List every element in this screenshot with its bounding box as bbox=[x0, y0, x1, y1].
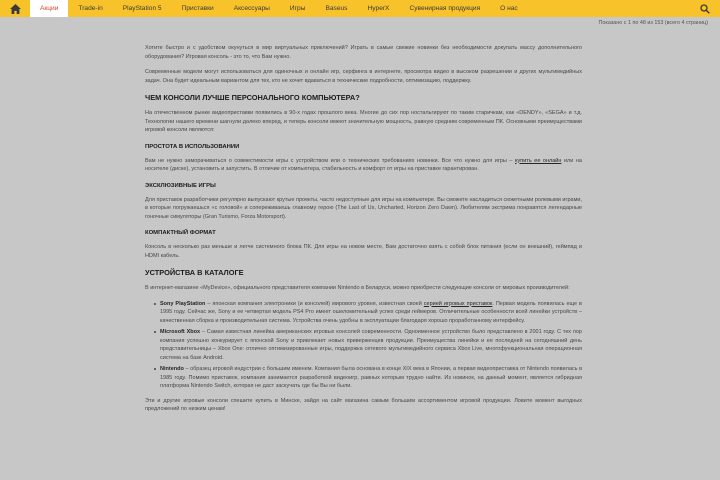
console-series-link[interactable]: серией игровых приставок bbox=[423, 300, 493, 307]
list-item bbox=[154, 328, 582, 362]
nav-item-accessories[interactable]: Аксессуары bbox=[233, 5, 270, 12]
intro-paragraph: Современные модели могут использоваться для одиночных и онлайн игр, серфинга в интернете, просмотра видео в высоком разрешении и других мультимедийных задач. Она будет идеальным вариантом для тех, кто не хочет вдаваться в технические подробности, оптимизацию, поддержку. bbox=[145, 69, 582, 84]
intro-paragraph: Хотите быстро и с удобством окунуться в мир виртуальных приключений? Играть в самые свежие новинки без необходимости докупать массу дополнительного оборудования? Игровая консоль - это то, что Вам нужно. bbox=[145, 45, 582, 60]
pagination-summary: Показано с 1 по 48 из 153 (всего 4 страниц) bbox=[598, 20, 708, 26]
brand-name: Nintendo bbox=[160, 366, 184, 372]
nav-item-souvenirs[interactable]: Сувенирная продукция bbox=[409, 5, 481, 12]
brand-name: Sony PlayStation bbox=[160, 300, 206, 307]
section-heading: УСТРОЙСТВА В КАТАЛОГЕ bbox=[145, 268, 244, 277]
text-fragment: – образец игровой индустрии с большим именем. Компания была основана в конце XIX века в Японии, а первая видеоприставка от Nintendo появилась в 1985 году. Помимо приставок, компания занимается разработкой видеоигр, равных которым трудно найти. Из новинок, на данный момент, является гибридная платформа Nintendo Switch, которая не даст заскучать где бы Вы ни были. bbox=[160, 366, 582, 389]
text-fragment: Вам не нужно заморачиваться о совместимости игры с устройством или о технических требованиях новинки. Все что нужно для игры – bbox=[145, 157, 513, 164]
buy-online-link[interactable]: купить ее онлайн bbox=[515, 157, 562, 164]
top-navigation bbox=[0, 0, 720, 17]
text-fragment: . Первая модель появилась еще в 1995 году. Сейчас же, Sony и ее четвертая модель PS4 Pro имеет ошеломительный успех среди геймеров. Отличительные особенности всей линейки устройств – качественная сборка и производительная система. Устройства очень удобны в эксплуатации благодаря хорошо проработанному интерфейсу. bbox=[160, 300, 582, 324]
list-item bbox=[154, 300, 582, 326]
section-paragraph: Консоль в несколько раз меньше и легче системного блока ПК. Для игры на новом месте, Вам достаточно взять с собой блок питания (если он внешний), геймпад и HDMI кабель. bbox=[145, 244, 582, 259]
brand-list bbox=[154, 300, 582, 391]
nav-item-playstation-5[interactable]: PlayStation 5 bbox=[122, 5, 162, 12]
nav-item-consoles[interactable]: Приставки bbox=[181, 5, 214, 12]
nav-item-promotions[interactable]: Акции bbox=[30, 0, 68, 17]
subsection-heading: КОМПАКТНЫЙ ФОРМАТ bbox=[145, 230, 216, 236]
nav-item-hyperx[interactable]: HyperX bbox=[367, 5, 390, 12]
nav-item-about[interactable]: О нас bbox=[500, 5, 518, 12]
section-paragraph: В интернет-магазине «MyDevice», официального представителя компании Nintendo в Беларуси, можно приобрести следующие консоли от мировых производителей: bbox=[145, 285, 570, 291]
section-paragraph: На отечественном рынке видеоприставки появились в 90-х годах прошлого века. Многие до сих пор ностальгируют по таким старичкам, как «DENDY», «SEGA» и т.д. Технологии нашего времени шагнули далеко вперед, и теперь консоли имеют значительную мощность, равную средним современным ПК. Основными преимуществами игровой консоли являются: bbox=[145, 110, 582, 133]
nav-item-trade-in[interactable]: Trade-in bbox=[78, 5, 103, 12]
nav-item-games[interactable]: Игры bbox=[289, 5, 306, 12]
text-fragment: – японская компания электроники (и консолей) мирового уровня, известная своей bbox=[207, 300, 422, 307]
category-description bbox=[145, 44, 582, 421]
section-paragraph: Для приставок разработчики регулярно выпускают крутые проекты, часто недоступные для игры на компьютере. Вы сможете насладиться сюжетными ролевыми играми, в которые погружаешься «с головой» и сопереживаешь главному герою (The Last of Us, Uncharted, Horizon Zero Dawn). Любителям экстрима понравятся легендарные гоночные симуляторы (Gran Turismo, Forza Motorsport). bbox=[145, 196, 582, 220]
home-icon[interactable] bbox=[0, 0, 30, 17]
search-icon[interactable] bbox=[698, 2, 712, 15]
outro-paragraph: Эти и другие игровые консоли спешите купить в Минске, зайдя на сайт магазина самым большим ассортиментом игровой продукции. Ловите момент выгодных предложений по низким ценам! bbox=[145, 397, 582, 412]
section-paragraph bbox=[145, 157, 582, 174]
text-fragment: – Самая известная линейка американских игровых консолей современности. Одноименное устройство было представлено в 2001 году. С тех пор компания успешно конкурирует с японской Sony и привлекает новых приверженцев продукции. Преимущества линейки и ее последней на сегодняшний день представительницы – Xbox One: отлично оптимизированные игры, поддержка сетевого мультимедийного сервиса Xbox Live, многофункциональная операционная система на базе Android. bbox=[160, 329, 582, 361]
subsection-heading: ЭКСКЛЮЗИВНЫЕ ИГРЫ bbox=[145, 182, 216, 189]
subsection-heading: ПРОСТОТА В ИСПОЛЬЗОВАНИИ bbox=[145, 143, 240, 150]
text-fragment: или на носителе (диске), установить и запустить. В отличие от компьютера, стабильность и комфорт от игры на приставке гарантирован. bbox=[145, 157, 582, 172]
list-item bbox=[154, 365, 582, 391]
brand-name: Microsoft Xbox bbox=[160, 329, 201, 335]
section-heading: ЧЕМ КОНСОЛИ ЛУЧШЕ ПЕРСОНАЛЬНОГО КОМПЬЮТЕРА? bbox=[145, 93, 360, 102]
nav-item-baseus[interactable]: Baseus bbox=[325, 5, 348, 12]
